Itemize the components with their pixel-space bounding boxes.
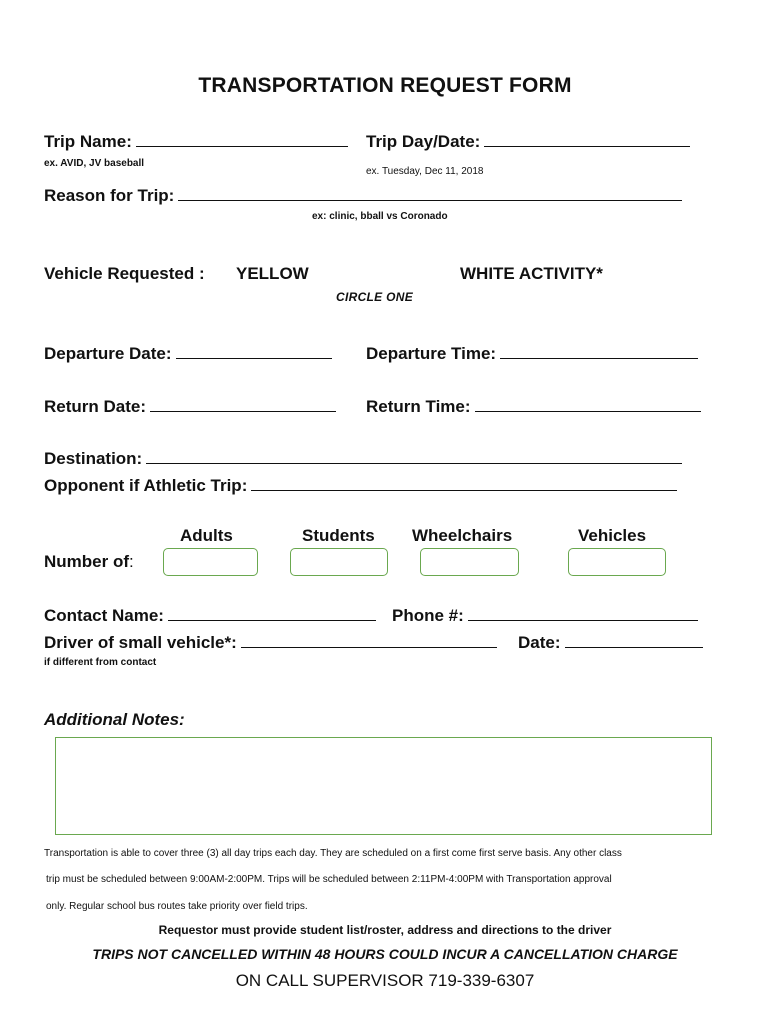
form-title: TRANSPORTATION REQUEST FORM <box>198 74 572 97</box>
trip-name-row <box>44 130 348 152</box>
adults-header: Adults <box>180 526 233 545</box>
departure-time-field[interactable] <box>500 342 698 359</box>
return-time-field[interactable] <box>475 395 701 412</box>
driver-field[interactable] <box>241 631 497 648</box>
return-date-row <box>44 395 336 417</box>
destination-label: Destination: <box>44 449 143 468</box>
departure-date-label: Departure Date: <box>44 344 172 363</box>
phone-field[interactable] <box>468 604 698 621</box>
driver-row <box>44 631 497 653</box>
trip-name-field[interactable] <box>136 130 348 147</box>
opponent-row <box>44 474 677 496</box>
number-of-label: Number of: <box>44 552 134 571</box>
policy-line-1: Transportation is able to cover three (3) all day trips each day. They are scheduled on a first come first serve basis. Any other class <box>44 848 622 859</box>
driver-hint: if different from contact <box>44 657 157 668</box>
departure-time-label: Departure Time: <box>366 344 497 363</box>
on-call-supervisor: ON CALL SUPERVISOR 719-339-6307 <box>235 971 535 990</box>
opponent-field[interactable] <box>251 474 677 491</box>
return-time-label: Return Time: <box>366 397 471 416</box>
phone-row <box>392 604 698 626</box>
destination-field[interactable] <box>146 447 682 464</box>
policy-line-3: only. Regular school bus routes take priority over field trips. <box>46 901 308 912</box>
departure-date-row <box>44 342 332 364</box>
vehicle-option-white-activity[interactable]: WHITE ACTIVITY* <box>460 264 603 283</box>
reason-field[interactable] <box>178 184 682 201</box>
vehicle-label: Vehicle Requested : <box>44 264 205 283</box>
vehicles-header: Vehicles <box>578 526 647 545</box>
contact-name-field[interactable] <box>168 604 376 621</box>
wheelchairs-header: Wheelchairs <box>412 526 513 545</box>
contact-name-row <box>44 604 376 626</box>
contact-name-label: Contact Name: <box>44 606 164 625</box>
opponent-label: Opponent if Athletic Trip: <box>44 476 248 495</box>
departure-time-row <box>366 342 698 364</box>
date-label: Date: <box>518 633 561 652</box>
trip-date-label: Trip Day/Date: <box>366 132 481 151</box>
destination-row <box>44 447 682 469</box>
trip-date-field[interactable] <box>484 130 690 147</box>
circle-one-note: CIRCLE ONE <box>336 290 414 304</box>
vehicles-count-box[interactable] <box>568 548 666 576</box>
reason-label: Reason for Trip: <box>44 186 175 205</box>
departure-date-field[interactable] <box>176 342 332 359</box>
trip-date-hint: ex. Tuesday, Dec 11, 2018 <box>366 166 484 177</box>
trip-name-label: Trip Name: <box>44 132 132 151</box>
vehicle-option-yellow[interactable]: YELLOW <box>236 264 309 283</box>
requestor-note: Requestor must provide student list/roster, address and directions to the driver <box>158 923 612 937</box>
return-time-row <box>366 395 701 417</box>
reason-row <box>44 184 682 206</box>
cancellation-warning: TRIPS NOT CANCELLED WITHIN 48 HOURS COULD INCUR A CANCELLATION CHARGE <box>92 946 678 962</box>
wheelchairs-count-box[interactable] <box>420 548 519 576</box>
reason-hint: ex: clinic, bball vs Coronado <box>312 211 448 222</box>
return-date-label: Return Date: <box>44 397 147 416</box>
additional-notes-box[interactable] <box>55 737 712 835</box>
students-count-box[interactable] <box>290 548 388 576</box>
phone-label: Phone #: <box>392 606 464 625</box>
date-row <box>518 631 703 653</box>
students-header: Students <box>302 526 375 545</box>
date-field[interactable] <box>565 631 703 648</box>
additional-notes-label: Additional Notes: <box>44 710 185 729</box>
driver-label: Driver of small vehicle*: <box>44 633 237 652</box>
trip-name-hint: ex. AVID, JV baseball <box>44 158 145 169</box>
return-date-field[interactable] <box>150 395 336 412</box>
trip-date-row <box>366 130 690 152</box>
adults-count-box[interactable] <box>163 548 258 576</box>
policy-line-2: trip must be scheduled between 9:00AM-2:00PM. Trips will be scheduled between 2:11PM-4:00PM with Transportation approval <box>46 874 612 885</box>
